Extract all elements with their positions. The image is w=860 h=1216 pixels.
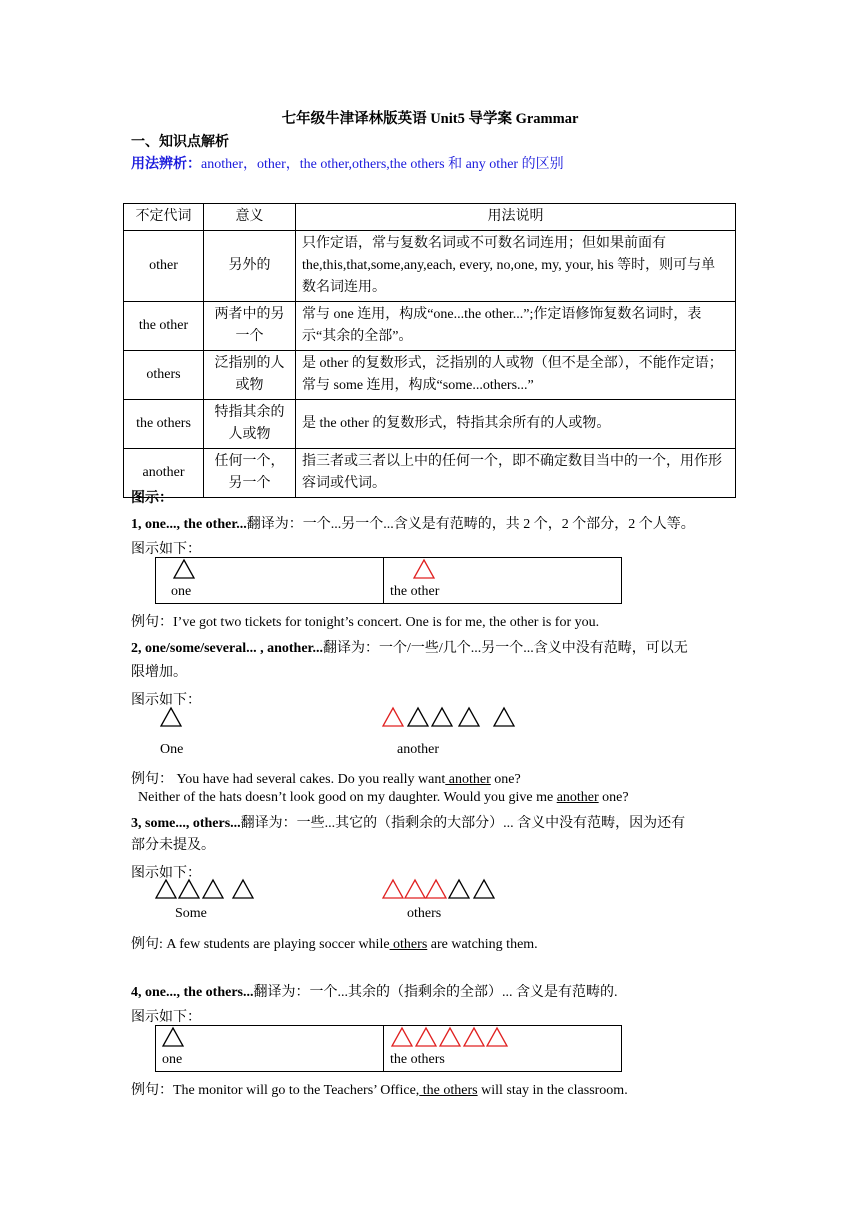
item-4-rest: 翻译为：一个...其余的（指剩余的全部）... 含义是有范畴的. <box>253 985 618 1000</box>
example-text: are watching them. <box>427 937 538 952</box>
example-text: Neither of the hats doesn’t look good on my daughter. Would you give me <box>138 790 557 805</box>
diagram-right-label: others <box>407 906 442 921</box>
diagram-right-label: the other <box>390 584 440 599</box>
table-cell-meaning: 泛指别的人或物 <box>204 351 296 400</box>
triangle-outline-icon <box>486 1027 508 1047</box>
example-text: The monitor will go to the Teachers’ Office, <box>173 1083 420 1098</box>
table-row <box>124 231 736 302</box>
example-underlined: others <box>389 937 428 952</box>
example-prefix: 例句： <box>131 615 173 630</box>
table-cell-word: others <box>124 351 204 400</box>
item-1-rest: 翻译为：一个...另一个...含义是有范畴的，共 2 个，2 个部分，2 个人等。 <box>246 517 695 532</box>
diagram-left-label: Some <box>175 906 207 921</box>
item-3-rest: 翻译为：一些...其它的（指剩余的大部分）... 含义中没有范畴，因为还有 <box>240 816 686 831</box>
item-2-rest-line2: 限增加。 <box>131 665 187 680</box>
item-3-head: 3, some..., others... <box>131 816 241 831</box>
usage-table <box>123 203 736 498</box>
table-row <box>124 449 736 498</box>
usage-heading <box>131 153 564 173</box>
triangle-outline-icon <box>155 879 177 899</box>
item-2-rest: 翻译为：一个/一些/几个...另一个...含义中没有范畴，可以无 <box>322 641 688 656</box>
table-cell-meaning: 任何一个，另一个 <box>204 449 296 498</box>
triangle-outline-icon <box>404 879 426 899</box>
table-cell-usage: 指三者或三者以上中的任何一个，即不确定数目当中的一个，用作形容词或代词。 <box>296 449 736 498</box>
example-prefix: 例句： <box>131 772 173 787</box>
item-1-example <box>131 611 599 631</box>
table-cell-usage: 只作定语，常与复数名词或不可数名词连用；但如果前面有the,this,that,some,any,each, every, no,one, my, your, his 等时，则可与单数名词连用。 <box>296 231 736 302</box>
diagram-divider <box>383 1026 384 1071</box>
example-text: one? <box>490 772 521 787</box>
item-2-shown: 图示如下： <box>131 693 201 708</box>
diagrams-label: 图示： <box>131 491 173 506</box>
triangle-outline-icon <box>415 1027 437 1047</box>
table-row <box>124 302 736 351</box>
page-title: 七年级牛津译林版英语 Unit5 导学案 Grammar <box>281 111 579 127</box>
example-prefix: 例句 <box>131 937 159 952</box>
diagram-divider <box>383 558 384 603</box>
triangle-outline-icon <box>493 707 515 727</box>
example-underlined: another <box>556 790 599 805</box>
item-4-head: 4, one..., the others... <box>131 985 254 1000</box>
triangle-outline-icon <box>202 879 224 899</box>
table-header: 不定代词 <box>124 204 204 231</box>
item-1-heading <box>131 513 695 533</box>
table-cell-word: the other <box>124 302 204 351</box>
triangle-outline-icon <box>407 707 429 727</box>
item-4-example <box>131 1079 628 1099</box>
example-text: : A few students are playing soccer while <box>159 937 390 952</box>
table-header: 意义 <box>204 204 296 231</box>
triangle-outline-icon <box>178 879 200 899</box>
item-4-shown: 图示如下： <box>131 1010 201 1025</box>
item-3-shown: 图示如下： <box>131 866 201 881</box>
diagram-box <box>155 1025 622 1072</box>
diagram-right-label: another <box>397 742 439 757</box>
table-row <box>124 400 736 449</box>
item-2-head: 2, one/some/several... , another... <box>131 641 323 656</box>
item-1-head: 1, one..., the other... <box>131 517 247 532</box>
example-prefix: 例句： <box>131 1083 173 1098</box>
item-2-example-2 <box>138 790 629 806</box>
triangle-outline-icon <box>173 559 195 579</box>
table-header-row <box>124 204 736 231</box>
triangle-outline-icon <box>413 559 435 579</box>
table-cell-usage: 是 the other 的复数形式，特指其余所有的人或物。 <box>296 400 736 449</box>
item-3-rest-line2: 部分未提及。 <box>131 838 215 853</box>
example-text: will stay in the classroom. <box>477 1083 628 1098</box>
table-cell-usage: 是 other 的复数形式，泛指别的人或物（但不是全部），不能作定语；常与 some 连用，构成“some...others...” <box>296 351 736 400</box>
item-1-shown: 图示如下： <box>131 542 201 557</box>
item-3-heading <box>131 812 685 832</box>
diagram-box <box>155 557 622 604</box>
triangle-outline-icon <box>382 707 404 727</box>
diagram-left-label: one <box>171 584 192 599</box>
diagram-left-label: One <box>160 742 184 757</box>
table-cell-word: other <box>124 231 204 302</box>
table-cell-meaning: 两者中的另一个 <box>204 302 296 351</box>
item-2-heading <box>131 637 688 657</box>
usage-heading-label: 用法辨析： <box>131 157 201 172</box>
table-header: 用法说明 <box>296 204 736 231</box>
table-cell-meaning: 特指其余的人或物 <box>204 400 296 449</box>
triangle-outline-icon <box>391 1027 413 1047</box>
diagram-right-label: the others <box>390 1052 445 1067</box>
example-text: one? <box>598 790 629 805</box>
item-3-example <box>131 933 538 953</box>
triangle-outline-icon <box>382 879 404 899</box>
item-2-example <box>131 768 521 788</box>
triangle-outline-icon <box>458 707 480 727</box>
triangle-outline-icon <box>463 1027 485 1047</box>
section-heading: 一、知识点解析 <box>131 135 229 150</box>
triangle-outline-icon <box>473 879 495 899</box>
example-text: I’ve got two tickets for tonight’s concert. One is for me, the other is for you. <box>173 615 600 630</box>
item-4-heading <box>131 981 618 1001</box>
usage-heading-text: another，other，the other,others,the others 和 any other 的区别 <box>201 157 564 172</box>
table-cell-meaning: 另外的 <box>204 231 296 302</box>
table-cell-usage: 常与 one 连用，构成“one...the other...”;作定语修饰复数名词时，表示“其余的全部”。 <box>296 302 736 351</box>
table-cell-word: the others <box>124 400 204 449</box>
triangle-outline-icon <box>439 1027 461 1047</box>
table-row <box>124 351 736 400</box>
triangle-outline-icon <box>448 879 470 899</box>
triangle-outline-icon <box>162 1027 184 1047</box>
table-cell-word: another <box>124 449 204 498</box>
example-text: You have had several cakes. Do you really want <box>173 772 446 787</box>
diagram-left-label: one <box>162 1052 183 1067</box>
triangle-outline-icon <box>431 707 453 727</box>
example-underlined: another <box>445 772 491 787</box>
triangle-outline-icon <box>232 879 254 899</box>
triangle-outline-icon <box>425 879 447 899</box>
example-underlined: the others <box>419 1083 478 1098</box>
triangle-outline-icon <box>160 707 182 727</box>
